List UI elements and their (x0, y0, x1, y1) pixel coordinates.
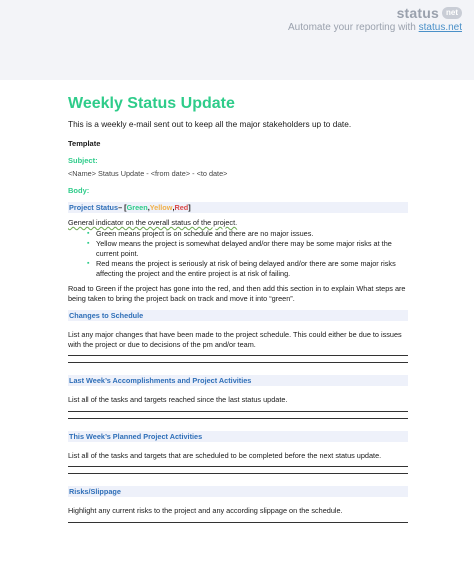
write-lines (68, 466, 408, 474)
intro-text: This is a weekly e-mail sent out to keep all the major stakeholders up to date. (68, 119, 352, 129)
brand-badge: net (442, 7, 462, 19)
top-banner (0, 0, 474, 80)
write-lines (68, 411, 408, 419)
status-open-bracket: – [ (118, 203, 127, 212)
body-label: Body: (68, 186, 90, 195)
subject-label: Subject: (68, 156, 98, 165)
risks-slippage-text: Highlight any current risks to the project and any according slippage on the schedule. (68, 506, 343, 515)
rule-line (68, 355, 408, 356)
status-yellow: Yellow (149, 203, 173, 212)
last-week-text: List all of the tasks and targets reached since the last status update. (68, 395, 288, 404)
subject-template-text: <Name> Status Update - <from date> - <to date> (68, 169, 228, 178)
this-week-text: List all of the tasks and targets that are scheduled to be completed before the next status update. (68, 450, 382, 460)
template-label: Template (68, 139, 101, 148)
document-body (68, 95, 408, 523)
status-comma-1: , (147, 203, 150, 212)
status-net-logo[interactable] (397, 5, 462, 21)
tagline-text: Automate your reporting with (288, 22, 419, 33)
project-status-heading (68, 202, 408, 213)
last-week-heading: Last Week’s Accomplishments and Project Activities (68, 375, 408, 386)
changes-to-schedule-text: List any major changes that have been made to the project schedule. This could either be due to issues with the project or due to decisions of the pm and/or team. (68, 330, 402, 349)
page-title: Weekly Status Update (68, 95, 235, 112)
write-lines (68, 355, 408, 363)
bullet-red: ▪ Red means the project is seriously at risk of being delayed and/or there are some major risks affecting the project and the entire project is at risk of failing. (96, 259, 408, 278)
rule-line (68, 466, 408, 467)
bullet-yellow: ▪ Yellow means the project is somewhat delayed and/or there may be some major risks at the current point. (96, 239, 408, 258)
project-status-label: Project Status (69, 203, 119, 212)
tagline (288, 22, 462, 33)
status-red: Red (174, 203, 189, 212)
bullet-green: ▪ Green means project is on schedule and there are no major issues. (96, 229, 408, 239)
status-green: Green (126, 203, 148, 212)
brand-name: status (396, 5, 439, 21)
risks-slippage-heading: Risks/Slippage (68, 486, 408, 497)
road-to-green-text: Road to Green if the project has gone into the red, and then add this section in to explain What steps are being taken to bring the project back on track and move it into “green”. (68, 284, 406, 303)
status-comma-2: , (172, 203, 175, 212)
status-close-bracket: ] (188, 203, 191, 212)
changes-to-schedule-heading: Changes to Schedule (68, 310, 408, 321)
status-bullet-list (68, 229, 408, 279)
this-week-heading: This Week’s Planned Project Activities (68, 431, 408, 442)
rule-line (68, 411, 408, 412)
write-lines (68, 522, 408, 523)
status-net-link[interactable]: status.net (418, 22, 462, 33)
general-indicator-text: General indicator on the overall status of the project. (68, 218, 238, 227)
rule-line (68, 522, 408, 523)
